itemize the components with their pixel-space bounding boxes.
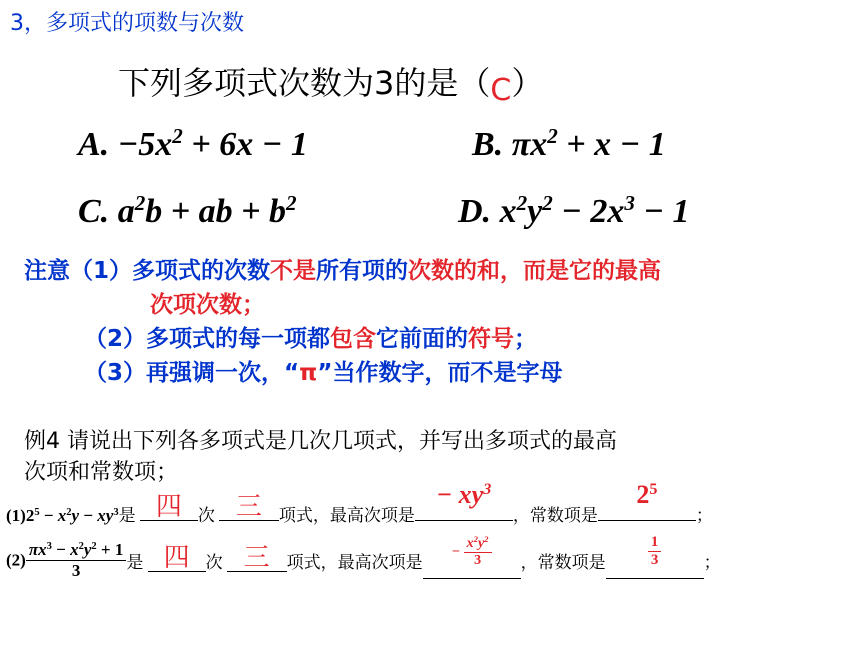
item2-prefix: (2) xyxy=(6,550,26,570)
item1-prefix: (1) xyxy=(6,506,26,525)
note-line-1: 注意（1）多项式的次数不是所有项的次数的和，而是它的最高 xyxy=(24,258,662,284)
example-item-2 xyxy=(6,534,721,581)
option-c-label: C. xyxy=(78,193,110,230)
item1-terms-blank xyxy=(219,491,279,521)
example-title-1: 例4 请说出下列各多项式是几次几项式，并写出多项式的最高 xyxy=(24,429,617,454)
question xyxy=(118,58,544,108)
question-close: ） xyxy=(511,64,544,102)
option-b xyxy=(472,126,666,164)
item2-terms-blank xyxy=(227,542,287,572)
option-b-label: B. xyxy=(472,126,504,163)
question-answer: C xyxy=(490,73,512,108)
item2-constant-blank xyxy=(606,534,704,579)
note-line-2: （2）多项式的每一项都包含它前面的符号； xyxy=(84,326,538,352)
item1-highest-blank xyxy=(415,480,513,521)
item1-terms-answer: 三 xyxy=(235,491,262,521)
example-title-2: 次项和常数项； xyxy=(24,460,179,485)
option-c-expr: $a^2b$ + ab + $b^2$ xyxy=(117,191,297,230)
item2-degree-blank xyxy=(148,542,206,572)
item2-shi: 是 xyxy=(126,553,144,573)
option-a-label: A. xyxy=(78,126,110,163)
option-d-expr: $x^2y^2 - 2x^3 - 1$ xyxy=(499,191,690,230)
note-line-3: （3）再强调一次，“π”当作数字，而不是字母 xyxy=(84,360,563,386)
item1-xiangshi: 项式，最高次项是 xyxy=(278,506,415,526)
item2-highest-blank xyxy=(423,534,521,579)
item1-degree-blank xyxy=(140,491,198,521)
item2-highest-answer: − $\frac{x^2y^2}{3}$ xyxy=(423,536,521,569)
option-d-label: D. xyxy=(458,193,492,230)
option-b-expr: $\pi x^2 + x - 1$ xyxy=(511,124,666,163)
item2-xiangshi: 项式，最高次项是 xyxy=(286,553,423,573)
item2-ci: 次 xyxy=(205,553,223,573)
item1-constant-blank xyxy=(598,480,696,521)
note-line-1b: 次项次数； xyxy=(150,292,265,318)
item1-degree-answer: 四 xyxy=(155,491,182,521)
item1-highest-answer: − $xy^3$ xyxy=(436,480,492,509)
item2-numerator: $\pi x^3 - x^2y^2 + 1$ xyxy=(26,540,127,561)
item2-terms-answer: 三 xyxy=(243,542,270,572)
item1-changshu: ，常数项是 xyxy=(512,506,598,526)
item1-constant-answer: $2^5$ xyxy=(636,480,658,509)
option-c xyxy=(78,193,297,231)
item1-end: ； xyxy=(695,506,713,526)
option-a-expr: $-5x^2 + 6x - 1$ xyxy=(117,124,308,163)
item2-degree-answer: 四 xyxy=(163,542,190,572)
item1-expr: $2^5 - x^2y - xy^3$ xyxy=(25,506,119,525)
item2-fraction xyxy=(26,540,127,581)
item2-changshu: ，常数项是 xyxy=(520,553,606,573)
option-a xyxy=(78,126,308,164)
item2-denominator: 3 xyxy=(71,561,81,580)
option-d xyxy=(458,193,690,231)
item2-end: ； xyxy=(703,553,721,573)
item1-shi: 是 xyxy=(118,506,136,526)
item2-constant-answer: $\frac{1}{3}$ xyxy=(606,534,704,569)
question-text: 下列多项式次数为3的是（ xyxy=(118,64,491,102)
item1-ci: 次 xyxy=(197,506,215,526)
example-item-1 xyxy=(6,480,713,526)
section-title: 3，多项式的项数与次数 xyxy=(10,11,244,36)
